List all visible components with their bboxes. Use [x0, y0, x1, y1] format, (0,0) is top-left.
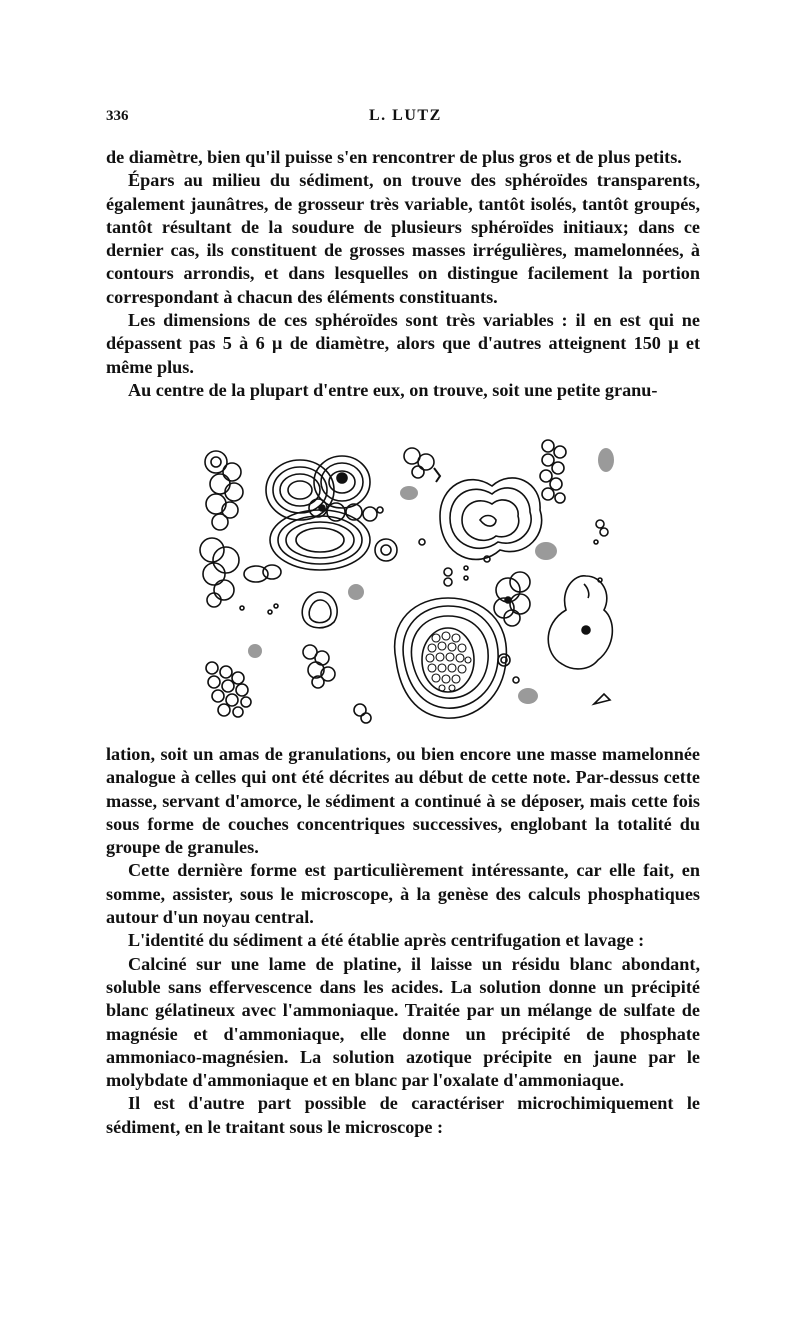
paragraph-microchemistry: Il est d'autre part possible de caractériser microchimiquement le sédiment, en le traitant sous le microscope :: [106, 1093, 700, 1137]
lobed-masses-right: [494, 572, 612, 704]
stipple-patch: [535, 542, 557, 560]
paragraph-lamination: lation, soit un amas de granulations, ou bien encore une masse mamelonnée analogue à celles qui ont été décrites au début de cette note. Par-dessus cette masse, servant d'amorce, le sédiment a continué à se déposer, mais cette fois sous forme de couches concentriques successives, englobant la totalité du groupe de granules.: [106, 744, 700, 858]
granule-cluster-left: [205, 451, 243, 530]
lobed-mass-left: [200, 538, 281, 607]
stipple-patch: [598, 448, 614, 472]
small-spheroids-top: [377, 448, 490, 586]
text-block-bottom: [106, 743, 700, 1139]
page-header: [106, 106, 700, 130]
sediment-illustration: [190, 432, 630, 732]
granule-nucleus: [426, 632, 471, 691]
paragraph-calcination: Calciné sur une lame de platine, il laisse un résidu blanc abondant, soluble sans effervescence dans les acides. La solution donne un précipité blanc gélatineux avec l'ammoniaque. Traitée par un mélange de sulfate de magnésie et d'ammoniaque, elle donne un précipité de phosphate ammoniaco-magnésien. La solution azotique précipite en jaune par le molybdate d'ammoniaque et en blanc par l'oxalate d'ammoniaque.: [106, 953, 700, 1091]
text-block-top: [106, 146, 700, 402]
stipple-patch: [248, 644, 262, 658]
stipple-patch: [400, 486, 418, 500]
small-concentric-spheroid: [240, 592, 337, 628]
granule-cluster-bottom-left: [206, 645, 371, 723]
microscope-figure: [190, 432, 630, 732]
stipple-patch: [518, 688, 538, 704]
concentric-calculus-with-nucleus: [395, 598, 507, 718]
paragraph-continuation: de diamètre, bien qu'il puisse s'en rencontrer de plus gros et de plus petits.: [106, 147, 682, 167]
paragraph-identity: L'identité du sédiment a été établie après centrifugation et lavage :: [128, 930, 645, 951]
page-number: 336: [106, 108, 129, 124]
running-head: L. LUTZ: [369, 107, 442, 124]
paragraph-center: Au centre de la plupart d'entre eux, on trouve, soit une petite granu-: [128, 379, 658, 400]
trilobed-spheroid: [440, 478, 542, 559]
paragraph-spheroids: Épars au milieu du sédiment, on trouve des sphéroïdes transparents, également jaunâtres, de grosseur très variable, tantôt isolés, tantôt groupés, tantôt résultant de la soudure de plusieurs sphéroïdes initiaux; dans ce dernier cas, ils constituent de grosses masses irrégulières, mamelonnées, à contours arrondis, et dans lesquelles on distingue facilement la portion correspondant à chacun des éléments constituants.: [106, 170, 700, 307]
paragraph-genesis: Cette dernière forme est particulièrement intéressante, car elle fait, en somme, assister, sous le microscope, à la genèse des calculs phosphatiques autour d'un noyau central.: [106, 860, 700, 928]
stipple-patch: [348, 584, 364, 600]
concentric-spheroid-group: [266, 456, 397, 570]
paragraph-dimensions: Les dimensions de ces sphéroïdes sont très variables : il en est qui ne dépassent pas 5 à 6 μ de diamètre, alors que d'autres atteignent 150 μ et même plus.: [106, 310, 700, 377]
